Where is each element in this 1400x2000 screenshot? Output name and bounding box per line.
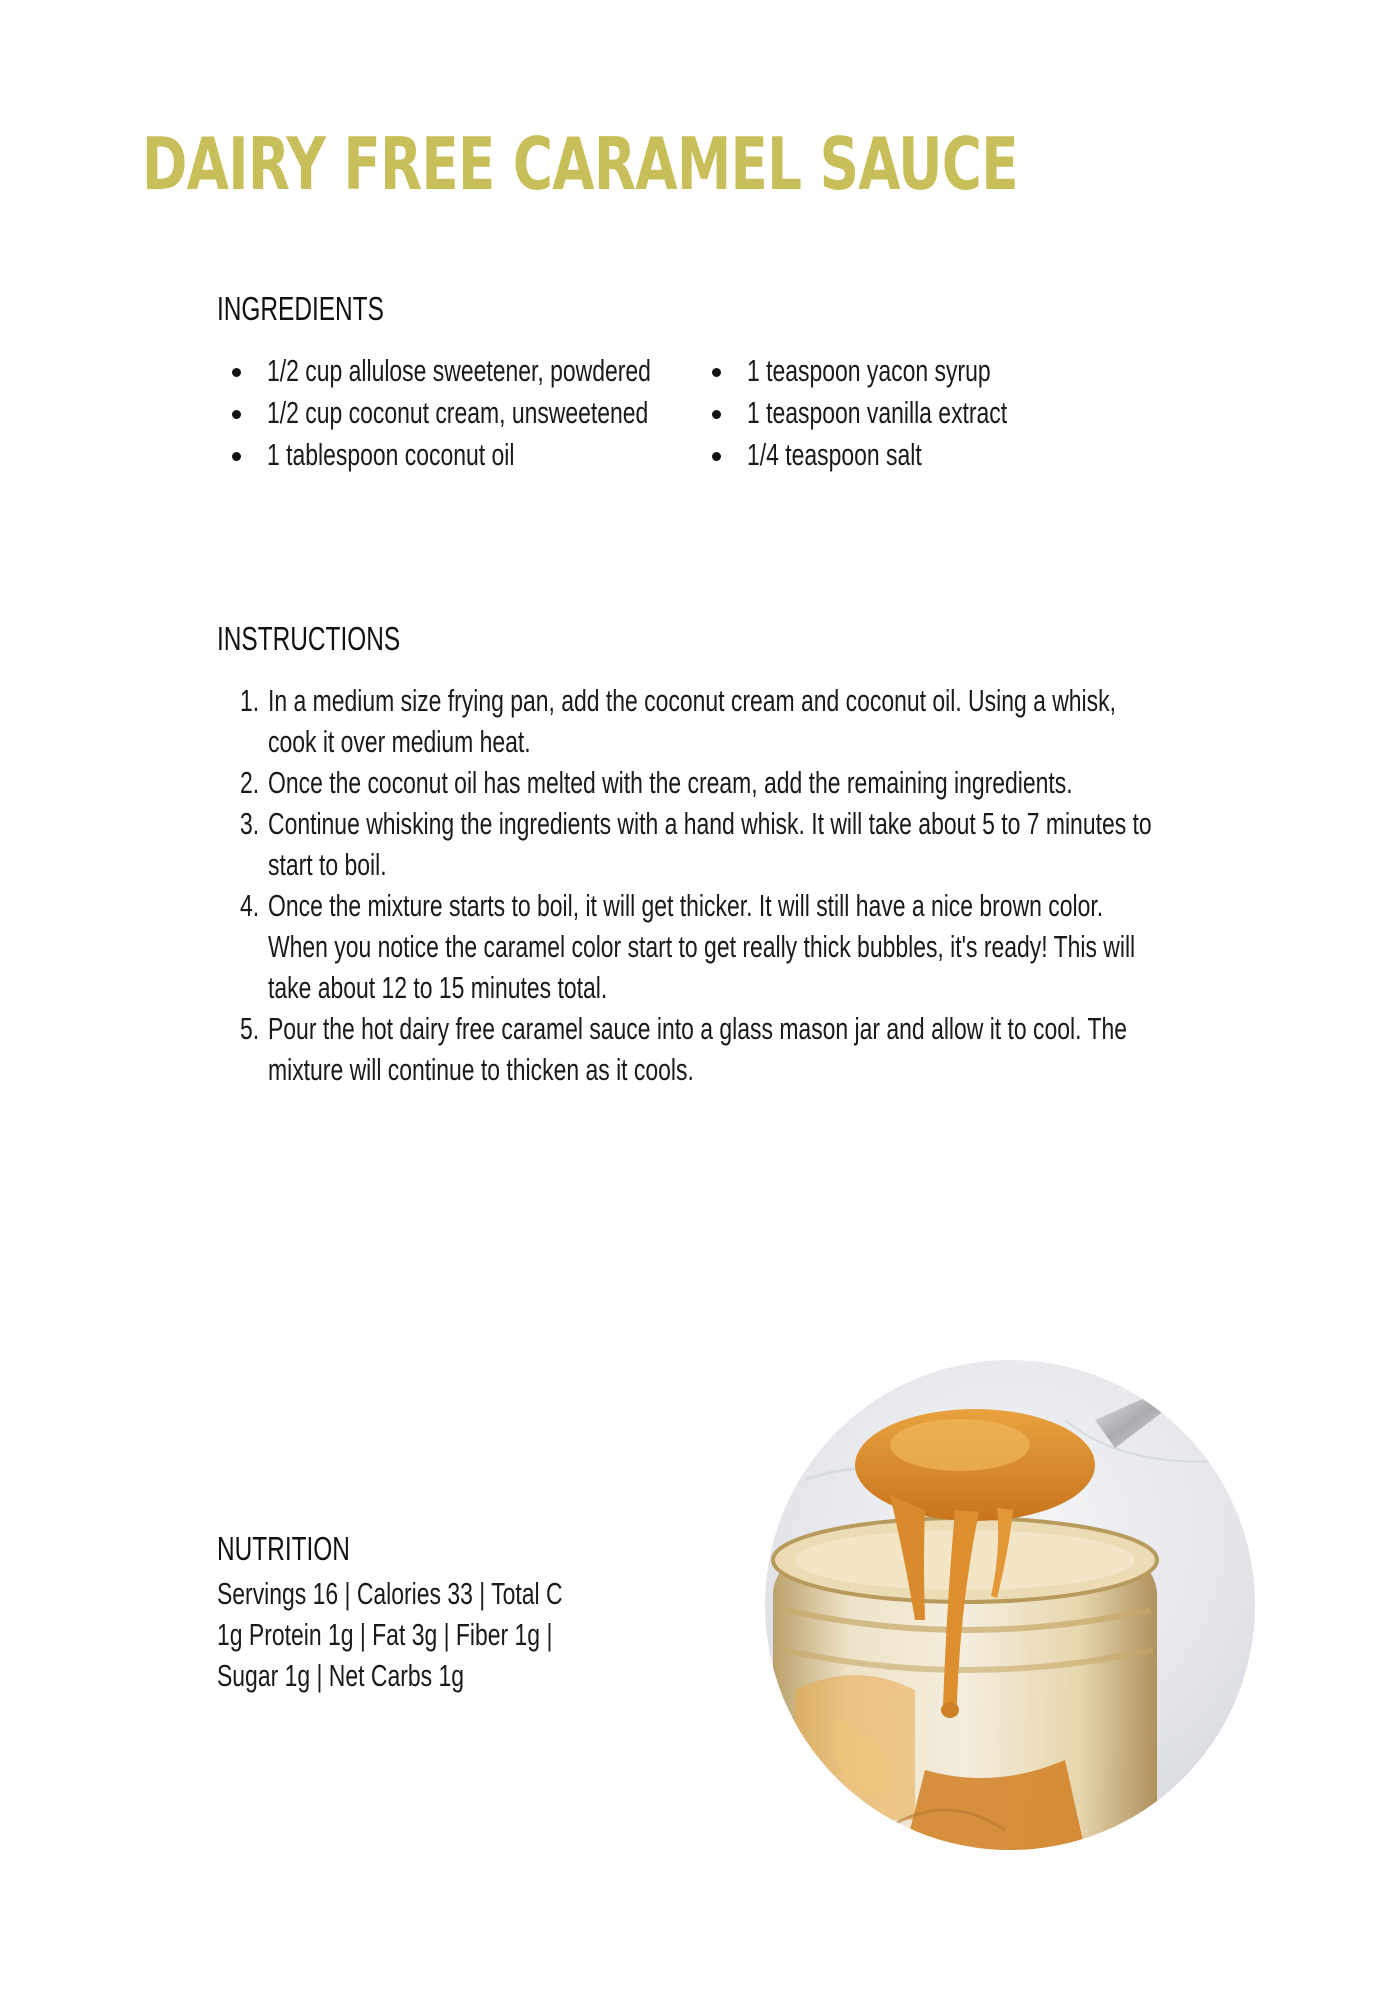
step-number: 1. (240, 683, 260, 718)
step-text: Pour the hot dairy free caramel sauce into a glass mason jar and allow it to cool. The mixture will continue to thicken as it cools. (268, 1011, 1128, 1087)
step-number: 2. (240, 765, 260, 800)
step-text: Once the mixture starts to boil, it will get thicker. It will still have a nice brown color. When you notice the caramel color start to get really thick bubbles, it's ready! This will take about 12 to 15 minutes total. (268, 888, 1136, 1005)
ingredient-text: 1/2 cup coconut cream, unsweetened (267, 395, 649, 430)
step-number: 3. (240, 806, 260, 841)
instruction-step (240, 885, 1140, 1008)
ingredient-text: 1 teaspoon vanilla extract (747, 395, 1008, 430)
instruction-step (240, 803, 1152, 885)
step-number: 4. (240, 888, 260, 923)
ingredient-text: 1 tablespoon coconut oil (267, 437, 515, 472)
step-text: Continue whisking the ingredients with a hand whisk. It will take about 5 to 7 minutes to start to boil. (268, 806, 1152, 882)
nutrition-heading: NUTRITION (217, 1530, 350, 1567)
ingredient-text: 1/4 teaspoon salt (747, 437, 922, 472)
instruction-step (240, 762, 1140, 803)
instruction-step (240, 680, 1140, 762)
bullet-icon (232, 452, 241, 461)
nutrition-facts: Servings 16 | Calories 33 | Total C 1g Protein 1g | Fat 3g | Fiber 1g | Sugar 1g | Net Carbs 1g (217, 1576, 563, 1693)
ingredient-text: 1 teaspoon yacon syrup (747, 353, 991, 388)
instruction-step (240, 1008, 1140, 1090)
recipe-title: DAIRY FREE CARAMEL SAUCE (142, 122, 1018, 206)
caramel-jar-photo (765, 1360, 1255, 1850)
bullet-icon (712, 452, 721, 461)
bullet-icon (712, 410, 721, 419)
instructions-heading: INSTRUCTIONS (217, 620, 401, 657)
caramel-jar-illustration (765, 1360, 1255, 1850)
bullet-icon (712, 368, 721, 377)
instructions-list (240, 680, 1152, 1090)
step-text: Once the coconut oil has melted with the cream, add the remaining ingredients. (268, 765, 1073, 800)
step-text: In a medium size frying pan, add the coconut cream and coconut oil. Using a whisk, cook it over medium heat. (268, 683, 1116, 759)
ingredients-list (232, 350, 1132, 480)
step-number: 5. (240, 1011, 260, 1046)
bullet-icon (232, 410, 241, 419)
bullet-icon (232, 368, 241, 377)
ingredient-text: 1/2 cup allulose sweetener, powdered (267, 353, 651, 388)
ingredients-heading: INGREDIENTS (217, 290, 384, 327)
